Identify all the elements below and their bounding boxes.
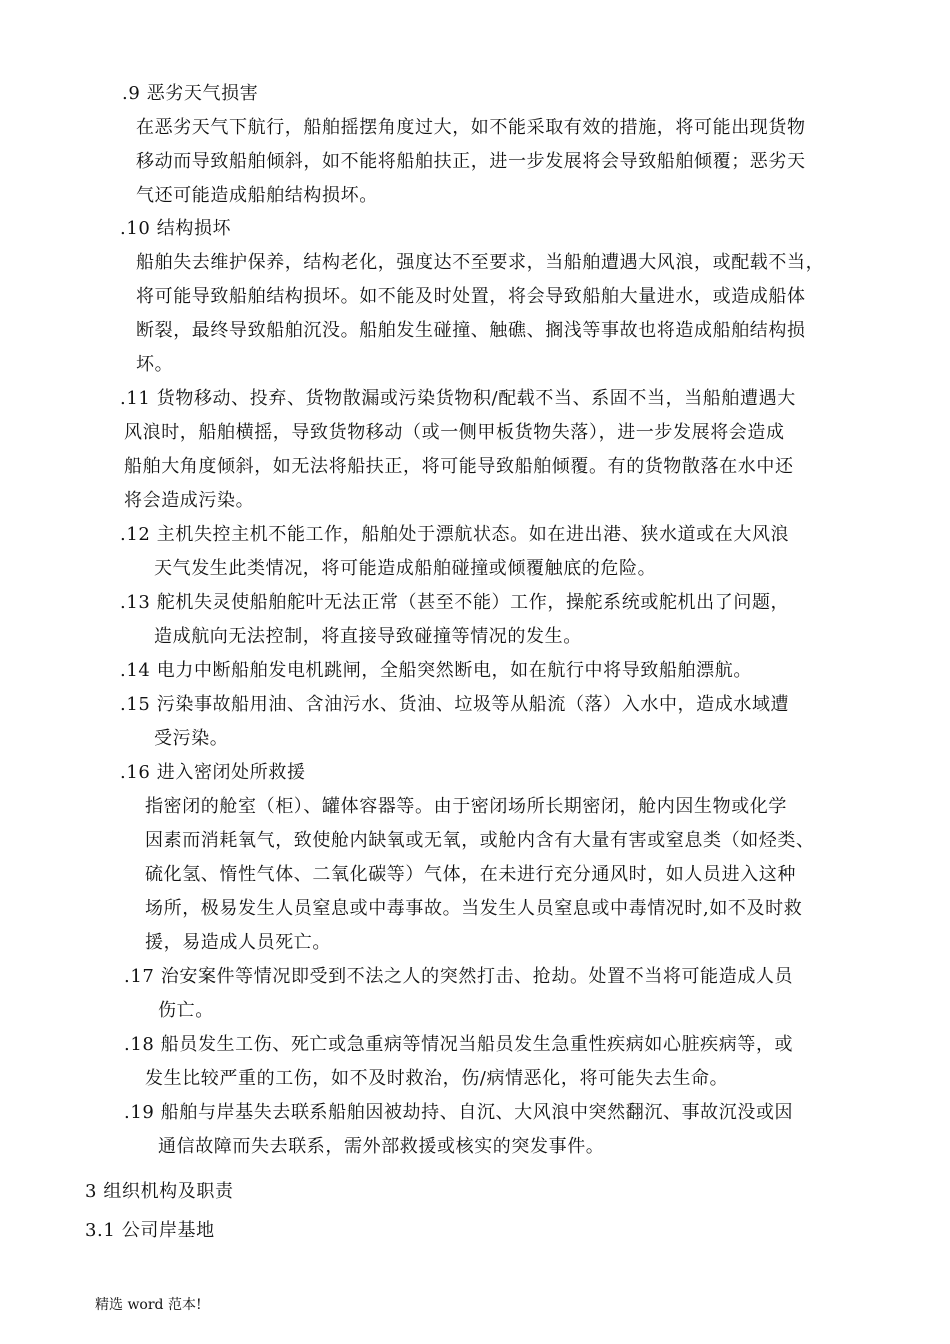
- section-11-line-3: 船舶大角度倾斜，如无法将船扶正，将可能导致船舶倾覆。有的货物散落在水中还: [124, 456, 794, 477]
- section-13-line-2: 造成航向无法控制，将直接导致碰撞等情况的发生。: [154, 626, 582, 647]
- section-17-line-1: .17 治安案件等情况即受到不法之人的突然打击、抢劫。处置不当将可能造成人员: [124, 966, 794, 987]
- section-17-line-2: 伤亡。: [158, 1000, 214, 1021]
- section-18-line-2: 发生比较严重的工伤，如不及时救治，伤/病情恶化，将可能失去生命。: [145, 1068, 729, 1089]
- section-14-line-1: .14 电力中断船舶发电机跳闸，全船突然断电，如在航行中将导致船舶漂航。: [120, 660, 752, 681]
- section-10-line-4: 坏。: [136, 354, 174, 375]
- section-10-line-1: 船舶失去维护保养，结构老化，强度达不至要求，当船舶遭遇大风浪，或配载不当，: [136, 252, 825, 273]
- section-heading-16: .16 进入密闭处所救援: [120, 762, 306, 783]
- section-12-line-1: .12 主机失控主机不能工作，船舶处于漂航状态。如在进出港、狭水道或在大风浪: [120, 524, 790, 545]
- section-15-line-2: 受污染。: [154, 728, 229, 749]
- section-16-line-1: 指密闭的舱室（柜）、罐体容器等。由于密闭场所长期密闭，舱内因生物或化学: [145, 796, 787, 817]
- section-19-line-1: .19 船舶与岸基失去联系船舶因被劫持、自沉、大风浪中突然翻沉、事故沉没或因: [124, 1102, 794, 1123]
- section-11-line-2: 风浪时，船舶横摇，导致货物移动（或一侧甲板货物失落），进一步发展将会造成: [124, 422, 785, 443]
- section-heading-9: .9 恶劣天气损害: [122, 83, 259, 104]
- page-footer: 精选 word 范本!: [95, 1297, 202, 1313]
- section-10-line-2: 将可能导致船舶结构损坏。如不能及时处置，将会导致船舶大量进水，或造成船体: [136, 286, 806, 307]
- section-16-line-5: 援，易造成人员死亡。: [145, 932, 331, 953]
- chapter-heading: 3 组织机构及职责: [85, 1181, 234, 1202]
- subchapter-heading: 3.1 公司岸基地: [85, 1220, 215, 1241]
- section-13-line-1: .13 舵机失灵使船舶舵叶无法正常（甚至不能）工作，操舵系统或舵机出了问题，: [120, 592, 790, 613]
- section-19-line-2: 通信故障而失去联系，需外部救援或核实的突发事件。: [158, 1136, 605, 1157]
- section-heading-10: .10 结构损坏: [120, 218, 232, 239]
- section-16-line-4: 场所，极易发生人员窒息或中毒事故。当发生人员窒息或中毒情况时,如不及时救: [145, 898, 803, 919]
- section-9-line-1: 在恶劣天气下航行，船舶摇摆角度过大，如不能采取有效的措施，将可能出现货物: [136, 117, 806, 138]
- section-9-line-2: 移动而导致船舶倾斜，如不能将船舶扶正，进一步发展将会导致船舶倾覆；恶劣天: [136, 151, 806, 172]
- section-18-line-1: .18 船员发生工伤、死亡或急重病等情况当船员发生急重性疾病如心脏疾病等，或: [124, 1034, 794, 1055]
- section-16-line-2: 因素而消耗氧气，致使舱内缺氧或无氧，或舱内含有大量有害或窒息类（如烃类、: [145, 830, 815, 851]
- section-16-line-3: 硫化氢、惰性气体、二氧化碳等）气体，在未进行充分通风时，如人员进入这种: [145, 864, 796, 885]
- section-11-line-4: 将会造成污染。: [124, 490, 255, 511]
- section-15-line-1: .15 污染事故船用油、含油污水、货油、垃圾等从船流（落）入水中，造成水域遭: [120, 694, 790, 715]
- section-9-line-3: 气还可能造成船舶结构损坏。: [136, 185, 378, 206]
- section-11-line-1: .11 货物移动、投弃、货物散漏或污染货物积/配载不当、系固不当，当船舶遭遇大: [120, 388, 796, 409]
- section-10-line-3: 断裂，最终导致船舶沉没。船舶发生碰撞、触礁、搁浅等事故也将造成船舶结构损: [136, 320, 806, 341]
- section-12-line-2: 天气发生此类情况，将可能造成船舶碰撞或倾覆触底的危险。: [154, 558, 657, 579]
